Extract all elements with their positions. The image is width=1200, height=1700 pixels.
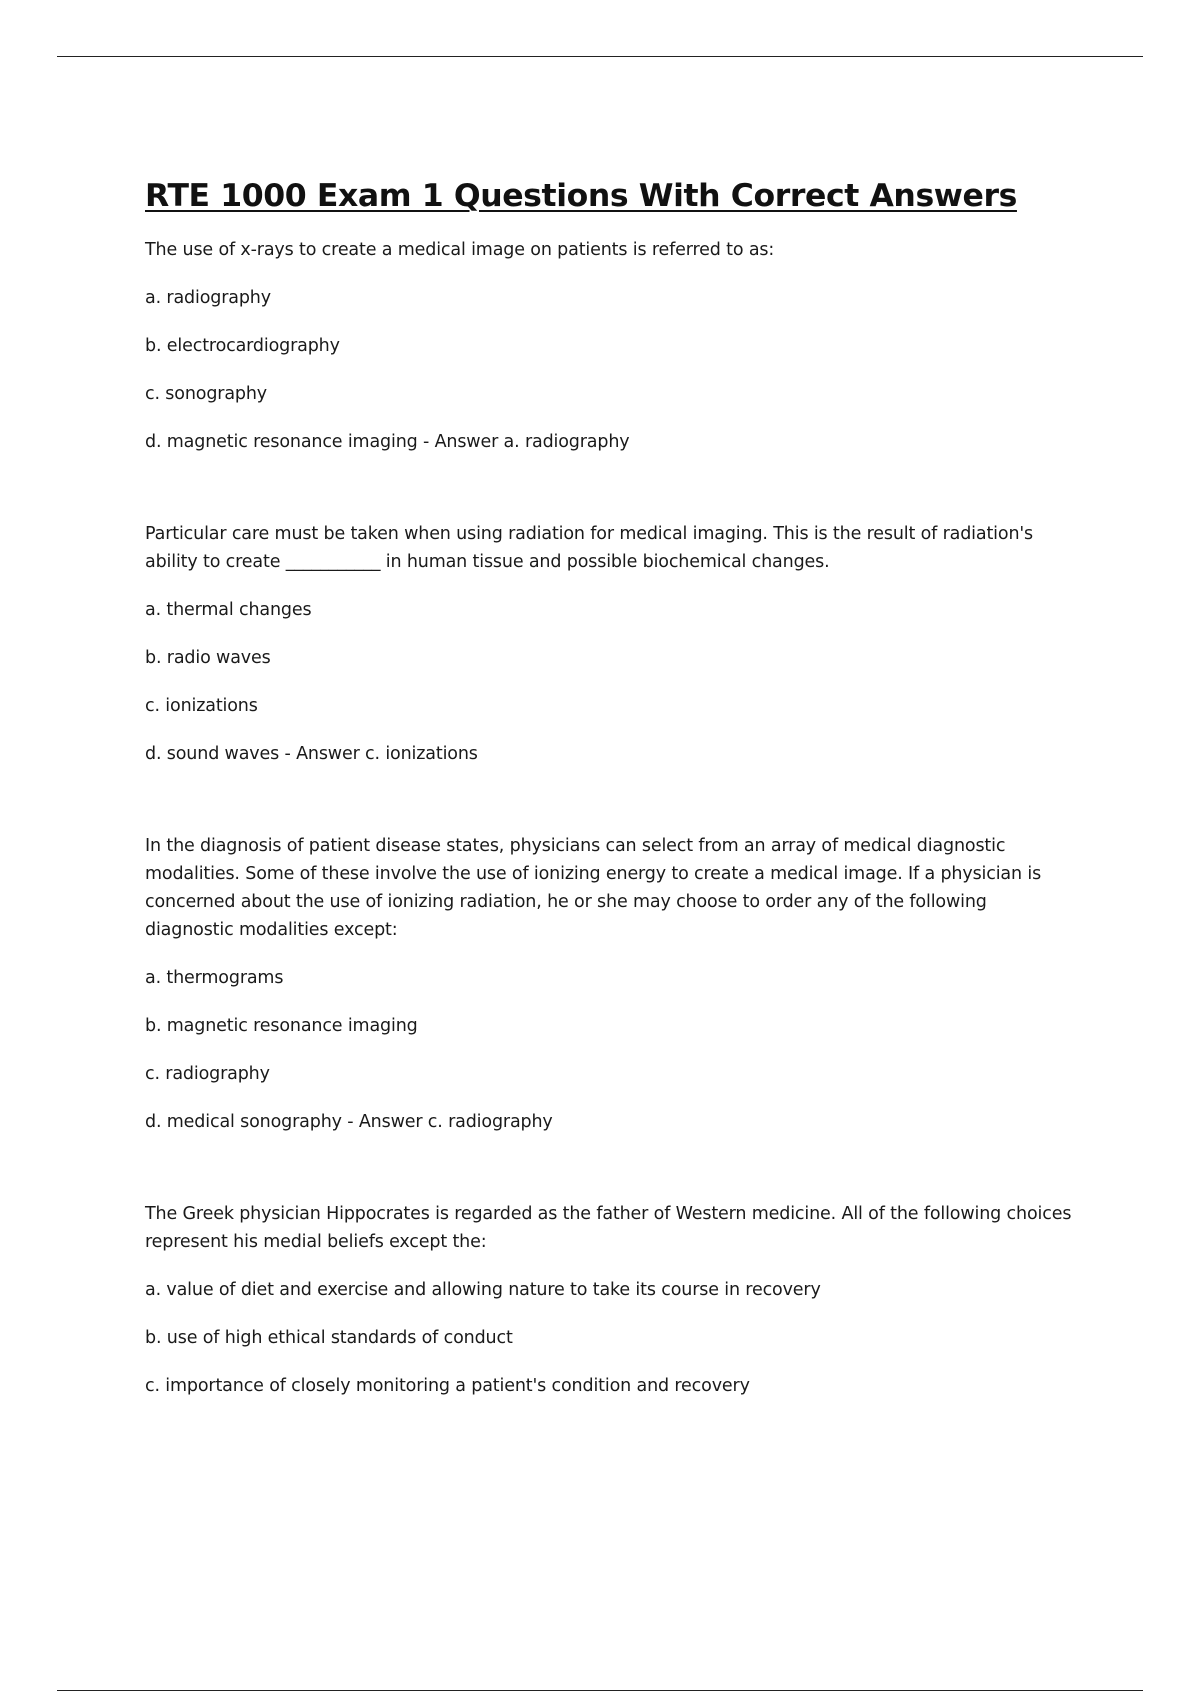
- option-d-with-answer: d. medical sonography - Answer c. radiography: [145, 1112, 553, 1132]
- option-a: a. value of diet and exercise and allowing nature to take its course in recovery: [145, 1280, 821, 1300]
- question-text: The Greek physician Hippocrates is regarded as the father of Western medicine. All of the following choices represent his medial beliefs except the:: [145, 1204, 1072, 1252]
- question-text: The use of x-rays to create a medical image on patients is referred to as:: [145, 240, 775, 260]
- question-text: In the diagnosis of patient disease states, physicians can select from an array of medical diagnostic modalities. Some of these involve the use of ionizing energy to create a medical image. If a physician is concerned about the use of ionizing radiation, he or she may choose to order any of the following diagnostic modalities except:: [145, 836, 1042, 940]
- option-d-with-answer: d. sound waves - Answer c. ionizations: [145, 744, 478, 764]
- option-d-with-answer: d. magnetic resonance imaging - Answer a. radiography: [145, 432, 630, 452]
- document-title: RTE 1000 Exam 1 Questions With Correct Answers: [145, 178, 1017, 214]
- option-c: c. importance of closely monitoring a patient's condition and recovery: [145, 1376, 750, 1396]
- question-text: Particular care must be taken when using radiation for medical imaging. This is the result of radiation's ability to create ___________ in human tissue and possible biochemical changes.: [145, 524, 1034, 572]
- question-2: [145, 520, 1075, 768]
- option-a: a. thermograms: [145, 968, 284, 988]
- question-4: [145, 1200, 1075, 1400]
- question-3: [145, 832, 1075, 1136]
- option-b: b. radio waves: [145, 648, 271, 668]
- question-1: [145, 236, 1075, 456]
- option-b: b. magnetic resonance imaging: [145, 1016, 418, 1036]
- document-body: [145, 178, 1075, 1464]
- header-rule: [57, 56, 1143, 57]
- option-c: c. sonography: [145, 384, 268, 404]
- option-b: b. electrocardiography: [145, 336, 340, 356]
- footer-rule: [57, 1690, 1143, 1691]
- option-a: a. radiography: [145, 288, 271, 308]
- option-c: c. radiography: [145, 1064, 270, 1084]
- option-c: c. ionizations: [145, 696, 258, 716]
- option-b: b. use of high ethical standards of conduct: [145, 1328, 513, 1348]
- option-a: a. thermal changes: [145, 600, 312, 620]
